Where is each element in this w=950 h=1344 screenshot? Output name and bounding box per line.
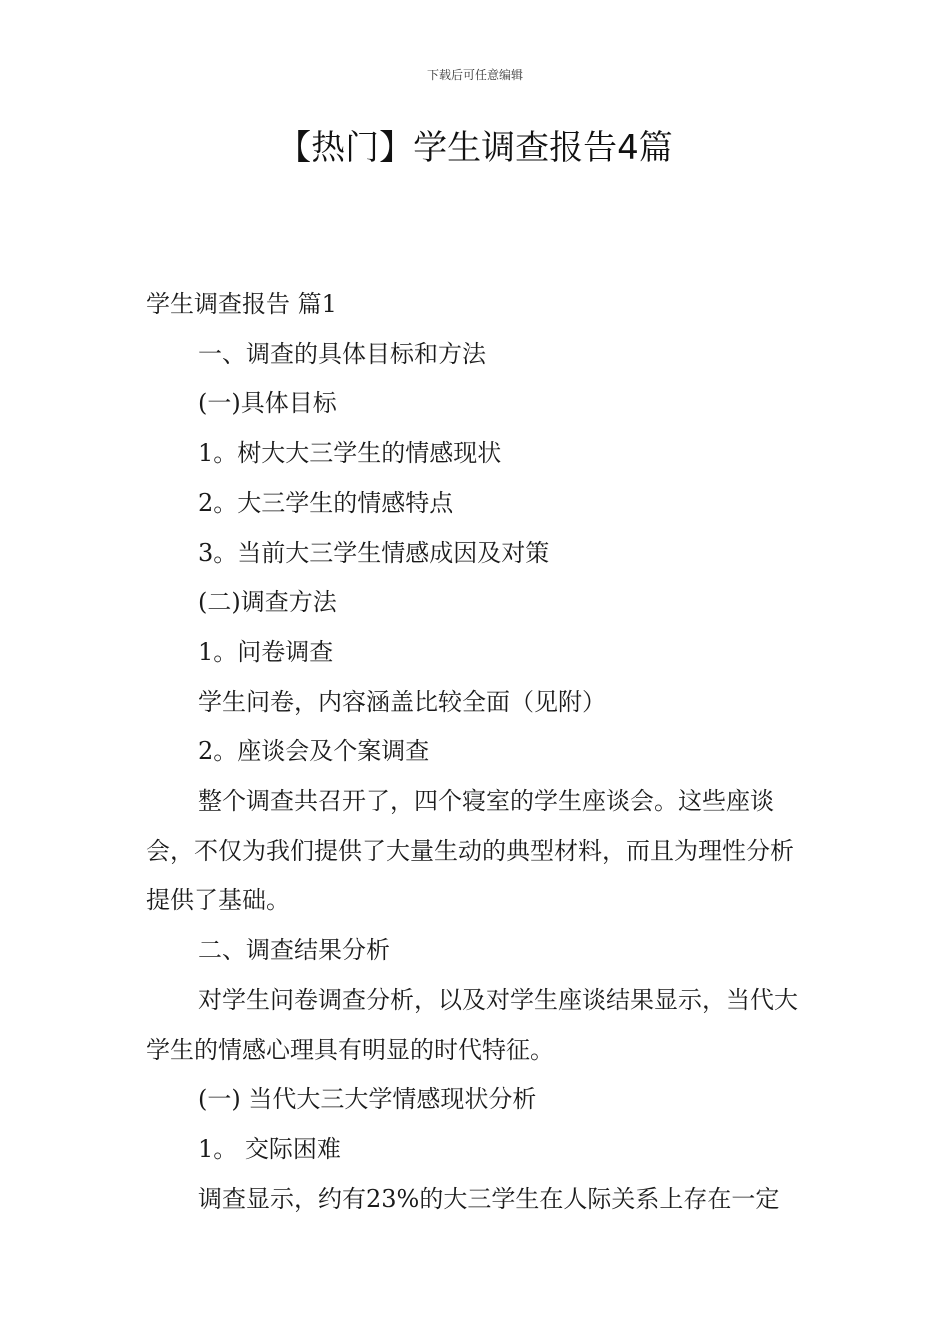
- paragraph: (二)调查方法: [198, 588, 337, 617]
- paragraph: 1。树大大三学生的情感现状: [198, 439, 502, 468]
- paragraph: 对学生问卷调查分析，以及对学生座谈结果显示，当代大学生的情感心理具有明显的时代特征。: [146, 985, 798, 1064]
- paragraph: 1。 交际困难: [198, 1134, 341, 1163]
- paragraph: 2。座谈会及个案调查: [198, 737, 430, 766]
- paragraph: 调查显示，约有23%的大三学生在人际关系上存在一定: [198, 1184, 780, 1213]
- paragraph: 整个调查共召开了，四个寝室的学生座谈会。这些座谈会，不仅为我们提供了大量生动的典型材料，而且为理性分析提供了基础。: [146, 787, 794, 915]
- document-body: [146, 280, 808, 1224]
- paragraph: 二、调查结果分析: [198, 936, 390, 965]
- section-heading: 学生调查报告 篇1: [146, 290, 337, 318]
- paragraph: 1。问卷调查: [198, 637, 334, 666]
- paragraph: 一、调查的具体目标和方法: [198, 339, 486, 368]
- document-title: 【热门】学生调查报告4篇: [277, 128, 673, 168]
- paragraph: 3。当前大三学生情感成因及对策: [198, 538, 550, 567]
- paragraph: 学生问卷，内容涵盖比较全面（见附）: [198, 687, 606, 716]
- paragraph: 2。大三学生的情感特点: [198, 488, 454, 517]
- paragraph: (一) 当代大三大学情感现状分析: [198, 1085, 537, 1114]
- page-header-note: 下载后可任意编辑: [426, 68, 523, 82]
- paragraph: (一)具体目标: [198, 389, 337, 418]
